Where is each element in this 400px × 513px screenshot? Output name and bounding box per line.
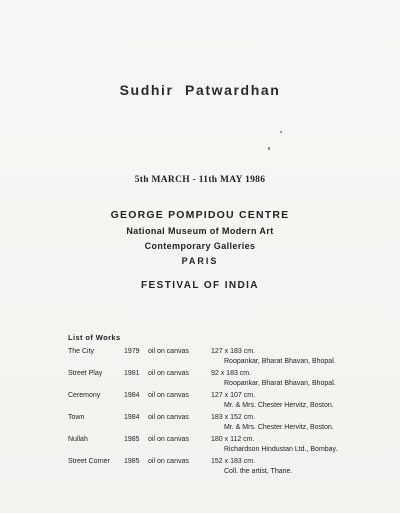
- work-year: 1984: [124, 414, 140, 421]
- work-title: Street Play: [68, 370, 103, 377]
- work-entry: [68, 413, 368, 435]
- work-medium: oil on canvas: [148, 436, 189, 443]
- paper-speck: [268, 147, 270, 150]
- work-entry: [68, 369, 368, 391]
- work-year: 1985: [124, 458, 140, 465]
- work-year: 1979: [124, 348, 140, 355]
- work-year: 1984: [124, 392, 140, 399]
- work-owner: Coll. the artist, Thane.: [224, 468, 293, 475]
- work-year: 1985: [124, 436, 140, 443]
- work-title: The City: [68, 348, 95, 355]
- work-entry: [68, 391, 368, 413]
- work-size: 127 x 183 cm.: [211, 348, 255, 355]
- work-year: 1981: [124, 370, 140, 377]
- work-owner: Roopankar, Bharat Bhavan, Bhopal.: [224, 358, 336, 365]
- work-owner: Roopankar, Bharat Bhavan, Bhopal.: [224, 380, 336, 387]
- work-entry: [68, 347, 368, 369]
- venue-name: GEORGE POMPIDOU CENTRE: [110, 209, 290, 221]
- work-owner: Mr. & Mrs. Chester Hervitz, Boston.: [224, 424, 334, 431]
- work-entry: [68, 435, 368, 457]
- venue-museum: National Museum of Modern Art: [126, 226, 274, 236]
- work-size: 127 x 107 cm.: [211, 392, 255, 399]
- artist-name: Sudhir Patwardhan: [119, 82, 281, 98]
- paper-speck: [280, 131, 282, 133]
- work-title: Town: [68, 414, 85, 421]
- work-title: Nullah: [68, 436, 88, 443]
- works-heading: List of Works: [68, 333, 121, 342]
- work-size: 92 x 183 cm.: [211, 370, 252, 377]
- venue-galleries: Contemporary Galleries: [144, 241, 256, 251]
- work-size: 180 x 112 cm.: [211, 436, 255, 443]
- venue-city: PARIS: [181, 256, 219, 266]
- work-medium: oil on canvas: [148, 414, 189, 421]
- work-medium: oil on canvas: [148, 348, 189, 355]
- work-title: Ceremony: [68, 392, 101, 399]
- exhibition-dates: 5th MARCH - 11th MAY 1986: [134, 175, 266, 185]
- festival-title: FESTIVAL OF INDIA: [141, 280, 259, 291]
- work-medium: oil on canvas: [148, 370, 189, 377]
- works-list: [68, 347, 368, 479]
- work-entry: [68, 457, 368, 479]
- work-size: 183 x 152 cm.: [211, 414, 255, 421]
- work-owner: Richardson Hindustan Ltd., Bombay.: [224, 446, 338, 453]
- work-owner: Mr. & Mrs. Chester Hervitz, Boston.: [224, 402, 334, 409]
- work-medium: oil on canvas: [148, 392, 189, 399]
- work-medium: oil on canvas: [148, 458, 189, 465]
- work-title: Street Corner: [68, 458, 111, 465]
- work-size: 152 x 183 cm.: [211, 458, 255, 465]
